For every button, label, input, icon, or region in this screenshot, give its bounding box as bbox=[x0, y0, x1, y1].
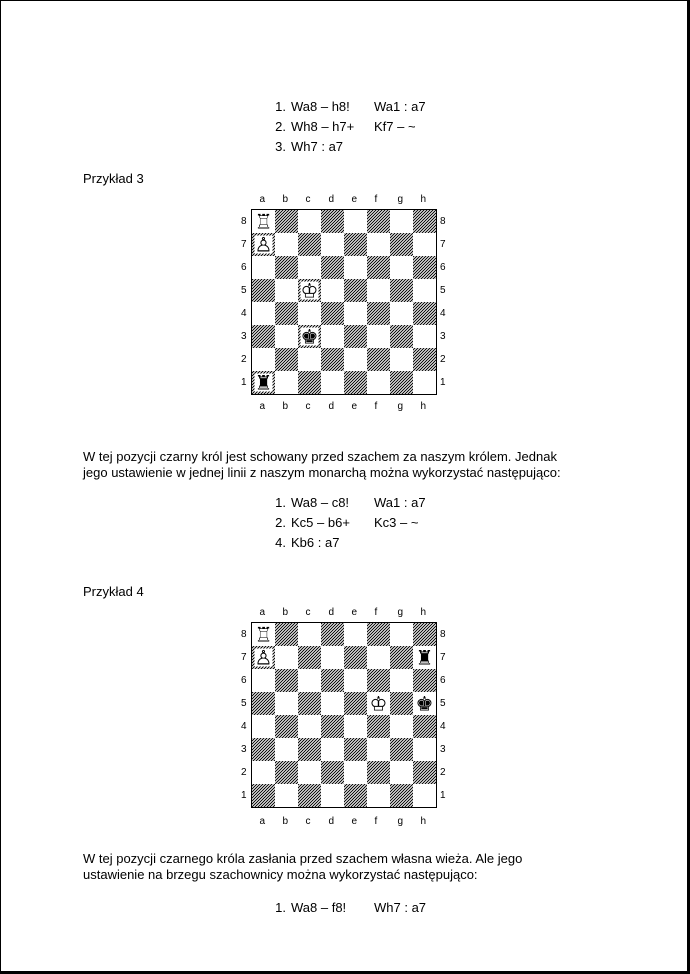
rank-labels-right bbox=[439, 622, 449, 808]
dark-square bbox=[321, 302, 344, 325]
dark-square bbox=[321, 348, 344, 371]
white-pawn-icon: ♙ bbox=[254, 645, 273, 670]
dark-square bbox=[275, 348, 298, 371]
rank-label: 8 bbox=[440, 628, 446, 640]
dark-square bbox=[413, 210, 436, 233]
rank-label: 5 bbox=[241, 697, 247, 709]
file-label: b bbox=[282, 401, 289, 412]
dark-square bbox=[275, 302, 298, 325]
move-number: 2. bbox=[275, 119, 286, 134]
dark-square bbox=[367, 715, 390, 738]
rank-label: 1 bbox=[241, 376, 247, 388]
dark-square bbox=[390, 738, 413, 761]
rank-label: 3 bbox=[440, 743, 446, 755]
dark-square bbox=[413, 669, 436, 692]
dark-square bbox=[367, 623, 390, 646]
example-3-label: Przykład 3 bbox=[83, 171, 144, 186]
dark-square bbox=[275, 210, 298, 233]
file-label: c bbox=[305, 194, 311, 205]
paragraph-line: ustawienie na brzegu szachownicy można wykorzystać następująco: bbox=[83, 867, 478, 882]
white-move: Wa8 – h8! bbox=[291, 99, 350, 114]
dark-square bbox=[413, 302, 436, 325]
light-square bbox=[298, 715, 321, 738]
file-label: g bbox=[397, 607, 404, 618]
dark-square bbox=[252, 784, 275, 807]
white-move: Wa8 – f8! bbox=[291, 900, 347, 915]
file-label: e bbox=[351, 401, 358, 412]
rank-label: 8 bbox=[241, 628, 247, 640]
light-square bbox=[321, 738, 344, 761]
light-square bbox=[298, 623, 321, 646]
rank-label: 3 bbox=[440, 330, 446, 342]
dark-square bbox=[390, 692, 413, 715]
rank-label: 5 bbox=[241, 284, 247, 296]
light-square bbox=[275, 692, 298, 715]
dark-square bbox=[275, 761, 298, 784]
light-square bbox=[413, 371, 436, 394]
rank-label: 3 bbox=[241, 330, 247, 342]
light-square bbox=[321, 784, 344, 807]
dark-square bbox=[344, 371, 367, 394]
file-label: b bbox=[282, 816, 289, 827]
light-square bbox=[413, 233, 436, 256]
light-square bbox=[367, 233, 390, 256]
file-label: g bbox=[397, 816, 404, 827]
file-labels-bottom bbox=[250, 816, 436, 828]
chessboard-example-4 bbox=[240, 607, 446, 831]
file-label: g bbox=[397, 401, 404, 412]
dark-square bbox=[298, 646, 321, 669]
file-label: a bbox=[259, 401, 266, 412]
rank-label: 1 bbox=[440, 789, 446, 801]
black-move: Wh7 : a7 bbox=[374, 900, 427, 915]
dark-square bbox=[298, 784, 321, 807]
dark-square bbox=[390, 325, 413, 348]
dark-square bbox=[413, 623, 436, 646]
file-label: f bbox=[374, 816, 378, 827]
example-4-label: Przykład 4 bbox=[83, 584, 144, 599]
white-pawn-icon: ♙ bbox=[254, 232, 273, 257]
light-square bbox=[413, 279, 436, 302]
dark-square bbox=[252, 279, 275, 302]
light-square bbox=[275, 371, 298, 394]
rank-label: 1 bbox=[440, 376, 446, 388]
rank-label: 8 bbox=[440, 215, 446, 227]
dark-square bbox=[367, 210, 390, 233]
dark-square bbox=[390, 784, 413, 807]
file-label: b bbox=[282, 607, 289, 618]
light-square bbox=[252, 715, 275, 738]
light-square bbox=[390, 210, 413, 233]
dark-square bbox=[321, 623, 344, 646]
move-number: 3. bbox=[275, 139, 286, 154]
black-move: Kf7 – ~ bbox=[374, 119, 416, 134]
dark-square bbox=[390, 371, 413, 394]
rank-label: 8 bbox=[241, 215, 247, 227]
dark-square bbox=[344, 279, 367, 302]
rank-labels-left bbox=[240, 622, 250, 808]
white-move: Kb6 : a7 bbox=[291, 535, 340, 550]
white-move: Wh7 : a7 bbox=[291, 139, 344, 154]
dark-square bbox=[321, 669, 344, 692]
file-label: d bbox=[328, 607, 335, 618]
file-label: a bbox=[259, 816, 266, 827]
dark-square bbox=[275, 623, 298, 646]
rank-labels-left bbox=[240, 209, 250, 395]
dark-square bbox=[390, 233, 413, 256]
light-square bbox=[275, 646, 298, 669]
dark-square bbox=[298, 371, 321, 394]
light-square bbox=[390, 256, 413, 279]
light-square bbox=[275, 784, 298, 807]
dark-square bbox=[344, 738, 367, 761]
rank-label: 2 bbox=[440, 766, 446, 778]
dark-square bbox=[321, 210, 344, 233]
file-labels-top bbox=[250, 194, 436, 206]
light-square bbox=[275, 233, 298, 256]
dark-square bbox=[367, 302, 390, 325]
dark-square bbox=[298, 738, 321, 761]
move-number: 1. bbox=[275, 99, 286, 114]
light-square bbox=[413, 738, 436, 761]
dark-square bbox=[367, 348, 390, 371]
rank-label: 4 bbox=[440, 307, 446, 319]
file-label: c bbox=[305, 401, 311, 412]
rank-label: 6 bbox=[440, 674, 446, 686]
light-square bbox=[344, 715, 367, 738]
rank-label: 6 bbox=[440, 261, 446, 273]
rank-label: 7 bbox=[241, 651, 247, 663]
move-number: 1. bbox=[275, 495, 286, 510]
dark-square bbox=[321, 761, 344, 784]
dark-square bbox=[344, 692, 367, 715]
file-label: d bbox=[328, 401, 335, 412]
white-king-icon: ♔ bbox=[369, 691, 388, 716]
board-grid bbox=[251, 209, 437, 395]
rank-label: 1 bbox=[241, 789, 247, 801]
black-rook-icon: ♜ bbox=[254, 370, 273, 395]
light-square bbox=[321, 279, 344, 302]
light-square bbox=[344, 761, 367, 784]
dark-square bbox=[390, 646, 413, 669]
black-move: Wa1 : a7 bbox=[374, 99, 426, 114]
light-square bbox=[321, 646, 344, 669]
light-square bbox=[252, 302, 275, 325]
light-square bbox=[252, 761, 275, 784]
board-grid bbox=[251, 622, 437, 808]
dark-square bbox=[252, 738, 275, 761]
file-label: b bbox=[282, 194, 289, 205]
dark-square bbox=[298, 692, 321, 715]
file-label: e bbox=[351, 816, 358, 827]
rank-label: 5 bbox=[440, 284, 446, 296]
paragraph-line: W tej pozycji czarny król jest schowany przed szachem za naszym królem. Jednak bbox=[83, 449, 557, 464]
light-square bbox=[298, 669, 321, 692]
file-labels-bottom bbox=[250, 401, 436, 413]
light-square bbox=[298, 348, 321, 371]
light-square bbox=[413, 325, 436, 348]
file-label: a bbox=[259, 194, 266, 205]
dark-square bbox=[252, 692, 275, 715]
dark-square bbox=[413, 348, 436, 371]
light-square bbox=[390, 715, 413, 738]
file-label: c bbox=[305, 607, 311, 618]
light-square bbox=[367, 738, 390, 761]
light-square bbox=[298, 210, 321, 233]
light-square bbox=[275, 279, 298, 302]
rank-label: 7 bbox=[440, 238, 446, 250]
move-number: 4. bbox=[275, 535, 286, 550]
black-rook-icon: ♜ bbox=[415, 645, 434, 670]
black-king-icon: ♚ bbox=[415, 691, 434, 716]
light-square bbox=[275, 738, 298, 761]
file-label: e bbox=[351, 194, 358, 205]
light-square bbox=[298, 256, 321, 279]
file-label: h bbox=[420, 401, 427, 412]
light-square bbox=[321, 325, 344, 348]
file-label: f bbox=[374, 607, 378, 618]
white-rook-icon: ♖ bbox=[254, 622, 273, 647]
light-square bbox=[344, 210, 367, 233]
white-move: Kc5 – b6+ bbox=[291, 515, 350, 530]
light-square bbox=[344, 623, 367, 646]
dark-square bbox=[275, 256, 298, 279]
light-square bbox=[298, 761, 321, 784]
file-label: e bbox=[351, 607, 358, 618]
white-move: Wh8 – h7+ bbox=[291, 119, 355, 134]
light-square bbox=[390, 623, 413, 646]
dark-square bbox=[298, 233, 321, 256]
dark-square bbox=[344, 325, 367, 348]
file-label: a bbox=[259, 607, 266, 618]
dark-square bbox=[321, 715, 344, 738]
dark-square bbox=[367, 669, 390, 692]
light-square bbox=[367, 279, 390, 302]
rank-label: 3 bbox=[241, 743, 247, 755]
rank-label: 2 bbox=[440, 353, 446, 365]
move-number: 2. bbox=[275, 515, 286, 530]
file-label: f bbox=[374, 194, 378, 205]
rank-label: 4 bbox=[440, 720, 446, 732]
file-label: f bbox=[374, 401, 378, 412]
black-move: Kc3 – ~ bbox=[374, 515, 419, 530]
black-king-icon: ♚ bbox=[300, 324, 319, 349]
example-3-paragraph bbox=[83, 449, 623, 481]
rank-label: 4 bbox=[241, 307, 247, 319]
dark-square bbox=[413, 256, 436, 279]
light-square bbox=[367, 646, 390, 669]
paragraph-line: W tej pozycji czarnego króla zasłania przed szachem własna wieża. Ale jego bbox=[83, 851, 523, 866]
file-label: h bbox=[420, 194, 427, 205]
example-4-paragraph bbox=[83, 851, 623, 883]
rank-labels-right bbox=[439, 209, 449, 395]
light-square bbox=[390, 761, 413, 784]
file-label: d bbox=[328, 194, 335, 205]
light-square bbox=[344, 302, 367, 325]
dark-square bbox=[344, 233, 367, 256]
dark-square bbox=[367, 761, 390, 784]
dark-square bbox=[413, 715, 436, 738]
rank-label: 6 bbox=[241, 674, 247, 686]
dark-square bbox=[275, 669, 298, 692]
dark-square bbox=[390, 279, 413, 302]
light-square bbox=[275, 325, 298, 348]
rank-label: 2 bbox=[241, 766, 247, 778]
file-label: c bbox=[305, 816, 311, 827]
white-move: Wa8 – c8! bbox=[291, 495, 350, 510]
rank-label: 5 bbox=[440, 697, 446, 709]
paragraph-line: jego ustawienie w jednej linii z naszym monarchą można wykorzystać następująco: bbox=[83, 465, 561, 480]
file-label: h bbox=[420, 816, 427, 827]
light-square bbox=[298, 302, 321, 325]
light-square bbox=[390, 348, 413, 371]
white-rook-icon: ♖ bbox=[254, 209, 273, 234]
light-square bbox=[413, 784, 436, 807]
light-square bbox=[321, 692, 344, 715]
move-number: 1. bbox=[275, 900, 286, 915]
dark-square bbox=[413, 761, 436, 784]
dark-square bbox=[275, 715, 298, 738]
file-label: g bbox=[397, 194, 404, 205]
light-square bbox=[390, 669, 413, 692]
dark-square bbox=[344, 646, 367, 669]
rank-label: 2 bbox=[241, 353, 247, 365]
dark-square bbox=[321, 256, 344, 279]
light-square bbox=[321, 233, 344, 256]
light-square bbox=[344, 348, 367, 371]
rank-label: 6 bbox=[241, 261, 247, 273]
light-square bbox=[321, 371, 344, 394]
file-label: h bbox=[420, 607, 427, 618]
chessboard-example-3 bbox=[240, 194, 446, 418]
rank-label: 7 bbox=[440, 651, 446, 663]
light-square bbox=[344, 669, 367, 692]
dark-square bbox=[344, 784, 367, 807]
light-square bbox=[252, 348, 275, 371]
dark-square bbox=[367, 256, 390, 279]
white-king-icon: ♔ bbox=[300, 278, 319, 303]
light-square bbox=[252, 669, 275, 692]
light-square bbox=[367, 325, 390, 348]
rank-label: 7 bbox=[241, 238, 247, 250]
light-square bbox=[344, 256, 367, 279]
dark-square bbox=[252, 325, 275, 348]
light-square bbox=[252, 256, 275, 279]
file-label: d bbox=[328, 816, 335, 827]
light-square bbox=[367, 371, 390, 394]
black-move: Wa1 : a7 bbox=[374, 495, 426, 510]
rank-label: 4 bbox=[241, 720, 247, 732]
file-labels-top bbox=[250, 607, 436, 619]
light-square bbox=[367, 784, 390, 807]
light-square bbox=[390, 302, 413, 325]
